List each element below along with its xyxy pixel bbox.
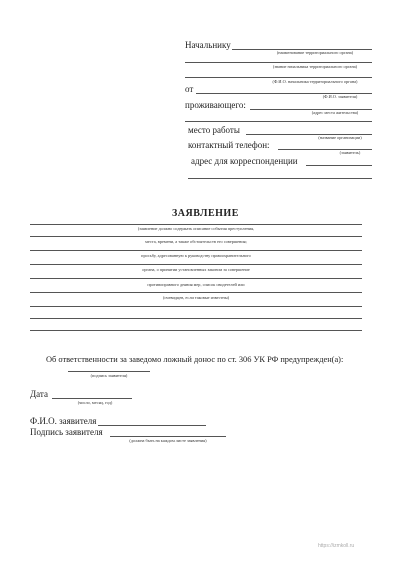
fio-line <box>98 425 206 426</box>
statement-caption-2: места, времени, а также обстоятельств его совершения; <box>145 239 247 244</box>
statement-caption-6: (очевидцев, если таковые известны) <box>162 295 230 300</box>
watermark-text: https://izmkoll.ru <box>318 543 355 549</box>
from-caption: (Ф.И.О. заявителя) <box>322 94 358 99</box>
chief-caption-2: (звание начальника территориального органа) <box>272 64 358 69</box>
responsibility-sign-line <box>68 371 150 372</box>
chief-line-2 <box>185 62 372 63</box>
mail-line <box>306 165 372 166</box>
sign-label: Подпись заявителя <box>30 427 103 437</box>
statement-caption-1: (заявление должно содержать описание события преступления, <box>137 226 255 231</box>
mail-line-2 <box>188 178 372 179</box>
from-label: от <box>185 84 194 94</box>
chief-line-3 <box>185 77 372 78</box>
statement-line-8 <box>30 318 362 319</box>
statement-line-6 <box>30 292 362 293</box>
mail-label: адрес для корреспонденции <box>191 156 298 166</box>
document-title: ЗАЯВЛЕНИЕ <box>172 208 239 219</box>
date-line <box>52 398 132 399</box>
date-label: Дата <box>30 389 48 399</box>
chief-caption-1: (наименование территориального органа) <box>276 50 354 55</box>
statement-line-1 <box>30 224 362 225</box>
chief-caption-3: (Ф.И.О. начальника территориального органа) <box>272 79 358 84</box>
responsibility-caption: (подпись заявителя) <box>90 373 128 378</box>
statement-line-2 <box>30 236 362 237</box>
phone-caption: (заявитель) <box>339 150 361 155</box>
statement-caption-3: просьбу, адресованную к руководству правоохранительного <box>141 253 251 258</box>
residing-caption: (адрес места жительства) <box>311 110 359 115</box>
fio-label: Ф.И.О. заявителя <box>30 416 97 426</box>
statement-line-7 <box>30 306 362 307</box>
statement-caption-5: противоправного деяния мер, список свидетелей или <box>147 282 245 287</box>
work-label: место работы <box>188 125 240 135</box>
chief-label: Начальнику <box>185 40 231 50</box>
responsibility-text: Об ответственности за заведомо ложный донос по ст. 306 УК РФ предупрежден(а): <box>46 355 344 364</box>
sign-caption: (должна быть на каждом листе заявления) <box>129 438 207 443</box>
statement-line-9 <box>30 330 362 331</box>
statement-line-4 <box>30 264 362 265</box>
date-caption: (число, месяц, год) <box>77 400 113 405</box>
statement-line-5 <box>30 278 362 279</box>
work-caption: (название организации) <box>318 135 362 140</box>
statement-caption-4: органа, о принятии установленных законом за совершение <box>142 267 250 272</box>
residing-label: проживающего: <box>185 100 246 110</box>
residing-line-2 <box>185 121 372 122</box>
phone-label: контактный телефон: <box>188 140 270 150</box>
sign-line <box>110 436 226 437</box>
statement-line-3 <box>30 250 362 251</box>
